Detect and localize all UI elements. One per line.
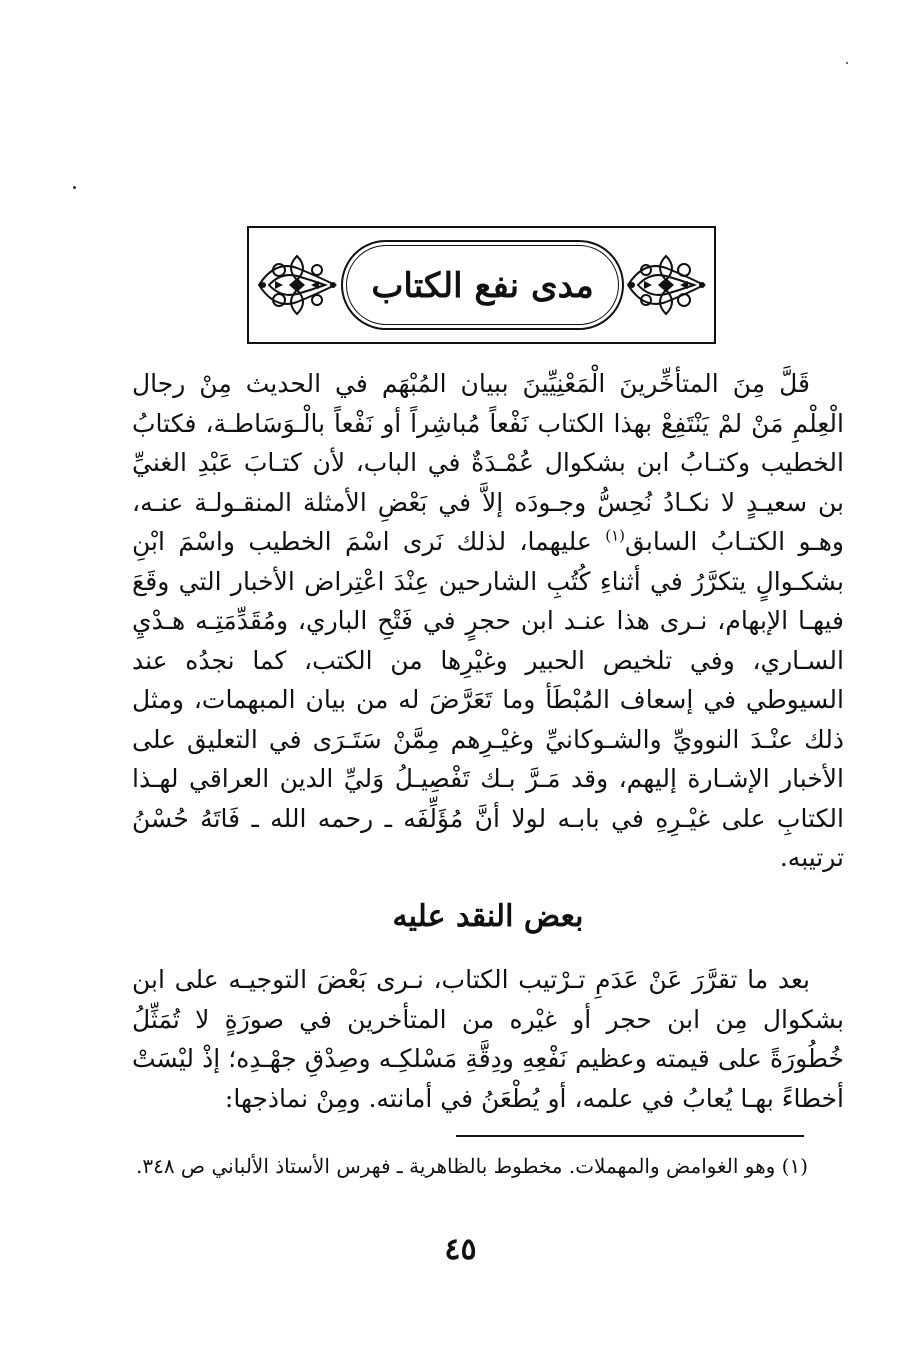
paragraph-text: قَلَّ مِنَ المتأخِّرينَ الْمَعْنِيِّينَ ببيان المُبْهَم في الحديث مِنْ رجال الْعِلْمِ مَنْ لمْ يَنْتَفِعْ بهذا الكتاب نَفْعاً مُباشِراً أو نَفْعاً بالْـوَسَاطـة، فكتابُ الخطيب وكتـابُ ابن بشكوال عُمْـدَةٌ في الباب، لأن كتـابَ عَبْدِ الغنيِّ بن سعيـدٍ لا نكـادُ نُحِسُّ وجـودَه إلاَّ في بَعْضِ الأمثلة المنقـولـة عنـه، وهـو الكتـابُ السابق xyxy=(132,369,844,556)
arabesque-ornament-icon xyxy=(255,250,339,320)
arabesque-ornament-icon xyxy=(624,250,708,320)
body-paragraph-1 xyxy=(132,364,844,878)
section-heading: بعض النقد عليه xyxy=(392,899,584,934)
footnote-divider xyxy=(456,1135,804,1137)
scan-speck xyxy=(846,62,848,64)
footnote: (١) وهو الغوامض والمهملات. مخطوط بالظاهرية ـ فهرس الأستاذ الألباني ص ٣٤٨. xyxy=(135,1154,808,1178)
paragraph-text: بعد ما تقرَّرَ عَنْ عَدَمِ تـرْتيب الكتاب، نـرى بَعْضَ التوجيـه على ابن بشكوال مِن ابن حجر أو غيْره من المتأخرين في صورَةٍ لا تُمَثِّلُ خُطُورَةً على قيمته وعظيم نَفْعِهِ ودِقَّةِ مَسْلكِـه وصِدْقِ جهْـدِه؛ إذْ ليْسَتْ أخطاءً بهـا يُعابُ في علمه، أو يُطْعَنُ في أمانته. ومِنْ نماذجها: xyxy=(132,965,844,1113)
body-paragraph-2 xyxy=(132,960,844,1118)
title-frame xyxy=(247,226,716,344)
chapter-title: مدى نفع الكتاب xyxy=(371,266,594,306)
page-number: ٤٥ xyxy=(444,1232,477,1267)
paragraph-text: عليهما، لذلك نَرى اسْمَ الخطيب واسْمَ ابْنِ بشكـوالٍ يتكرَّرُ في أثناءِ كُتُبِ الشارحين عِنْدَ اعْتِراض الأخبار التي وقَعَ فيهـا الإبهام، نـرى هذا عنـد ابن حجرٍ في فَتْحِ الباري، ومُقَدِّمَتِـه هـدْيِ السـاري، وفي تلخيص الحبير وغيْرِها من الكتب، كما نجدُه عند السيوطي في إسعاف المُبْطَأ وما تَعَرَّضَ له من بيان المبهمات، ومثل ذلك عنْـدَ النوويِّ والشـوكانيِّ وغيْـرِهم مِمَّنْ سَتَـرَى في التعليق على الأخبار الإشـارة إليهم، وقد مَـرَّ بـك تَفْصِيـلُ وَليِّ الدين العراقي لهـذا الكتابِ على غيْـرِهِ في بابـه لولا أنَّ مُؤَلِّفَه ـ رحمه الله ـ فَاتَهُ حُسْنُ ترتيبه. xyxy=(132,527,844,872)
footnote-reference: (١) xyxy=(605,526,626,545)
scan-speck xyxy=(73,186,76,189)
title-cartouche xyxy=(341,240,624,330)
